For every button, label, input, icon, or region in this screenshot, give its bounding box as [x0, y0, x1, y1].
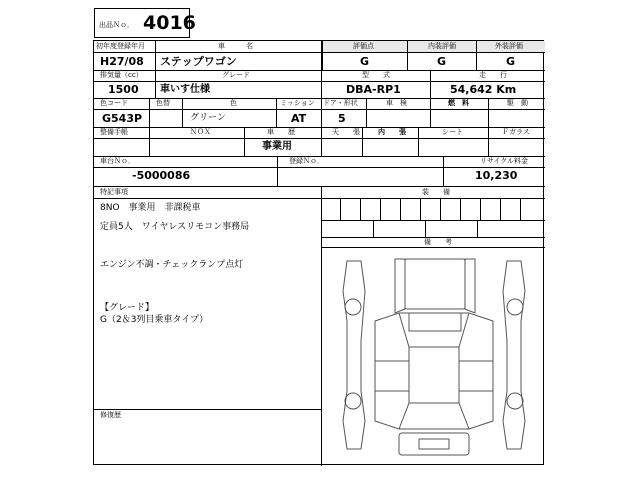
col-2a	[155, 70, 156, 98]
col-3a	[149, 98, 150, 127]
col-3e	[366, 98, 367, 127]
color-change-label: 色替	[156, 99, 170, 107]
diagram-rear-bumper	[399, 433, 469, 455]
col-3b	[182, 98, 183, 127]
diagram-body	[375, 313, 493, 429]
model-value: DBA-RP1	[346, 83, 401, 96]
diagram-left-front-wheel	[345, 299, 361, 315]
rule-3	[94, 81, 545, 82]
diagram-rear-plate	[419, 439, 449, 449]
col-3g	[488, 98, 489, 127]
diagram-front-hood	[395, 259, 405, 313]
rule-2	[94, 70, 545, 71]
col-2c	[430, 70, 431, 98]
col-4c	[321, 127, 322, 156]
diagram-front-roof	[405, 259, 465, 309]
inspection-label: 車 検	[386, 99, 407, 107]
eq-col-3	[380, 198, 381, 220]
col-2b	[321, 70, 322, 98]
eq-col-4	[400, 198, 401, 220]
drive-label: 駆 動	[507, 99, 528, 107]
rule-7	[94, 138, 545, 139]
registration-value: H27/08	[100, 55, 144, 68]
col-5a	[277, 156, 278, 186]
rule-11	[94, 198, 545, 199]
rule-12	[94, 409, 321, 410]
eq-col-1	[340, 198, 341, 220]
mileage-value: 54,642 Km	[450, 83, 517, 96]
recycle-label: リサイクル料金	[480, 157, 529, 165]
col-4b	[244, 127, 245, 156]
eq-col-5	[420, 198, 421, 220]
eq-col-2	[360, 198, 361, 220]
diagram-right-side	[503, 261, 525, 449]
col-4e	[418, 127, 419, 156]
color-value: グリーン	[190, 113, 226, 123]
grade-label: グレード	[222, 71, 250, 79]
equipment-label: 装 備	[422, 188, 450, 196]
exterior-value: G	[506, 55, 516, 68]
eq-col-6	[440, 198, 441, 220]
rule-6	[94, 127, 545, 128]
note-line-4: 【グレード】	[100, 303, 155, 313]
diagram-left-side	[343, 261, 365, 449]
interior-value: G	[437, 55, 447, 68]
history-label: 車 歴	[267, 128, 295, 136]
col-3c	[276, 98, 277, 127]
col-1b	[321, 41, 323, 70]
interior-label: 内装評価	[428, 42, 456, 50]
eq-sub-2	[425, 220, 426, 237]
diagram-front-grille	[409, 313, 461, 331]
recycle-value: 10,230	[475, 169, 518, 182]
col-1d	[476, 41, 477, 70]
seat-label: シート	[442, 128, 463, 136]
diagram-front-hood-right	[465, 259, 475, 313]
rule-5	[94, 109, 545, 110]
note-line-3: エンジン不調・チェックランプ点灯	[100, 260, 244, 270]
history-value: 事業用	[262, 141, 292, 152]
eq-sub-3	[477, 220, 478, 237]
diagram-right-rear-wheel	[507, 393, 523, 409]
rule-1	[94, 52, 545, 53]
reg-no-label: 登録Ｎｏ．	[289, 157, 324, 165]
chassis-value: -5000086	[132, 169, 191, 182]
grade-value: 車いす仕様	[160, 84, 210, 95]
col-1c	[407, 41, 408, 70]
interior-trim-label: 内 張	[378, 128, 406, 136]
auction-sheet	[93, 12, 544, 465]
car-name-label: 車 名	[218, 42, 253, 50]
displacement-label: 排気量（cc）	[100, 71, 143, 79]
color-code-value: G543P	[102, 112, 143, 125]
exterior-label: 外装評価	[495, 42, 523, 50]
fuel-label: 燃 料	[448, 99, 469, 107]
doors-value: 5	[338, 112, 346, 125]
col-4f	[488, 127, 489, 156]
note-line-1: 8NO 事業用 非課税車	[100, 203, 201, 213]
rule-10	[94, 186, 545, 187]
col-main	[321, 186, 322, 466]
lot-number-label: 出品Ｎｏ．	[99, 21, 134, 29]
rule-13	[321, 220, 545, 221]
registration-label: 初年度登録年月	[96, 42, 145, 50]
lot-number-box	[94, 8, 196, 38]
special-notes-label: 特記事項	[100, 188, 128, 196]
repair-history-label: 修復歴	[100, 411, 121, 419]
chassis-label: 車台Ｎｏ．	[100, 157, 135, 165]
rule-15	[321, 247, 545, 248]
eq-col-7	[460, 198, 461, 220]
col-3f	[430, 98, 431, 127]
col-4a	[149, 127, 150, 156]
note-line-5: G（2＆3列目乗車タイプ）	[100, 315, 209, 325]
rule-9	[94, 167, 545, 168]
score-value: G	[360, 55, 370, 68]
remarks-label: 備 考	[424, 238, 452, 246]
color-label: 色	[230, 99, 237, 107]
car-damage-diagram	[339, 251, 529, 461]
sunroof-label: 天 張	[332, 128, 360, 136]
eq-col-8	[480, 198, 481, 220]
transmission-value: AT	[291, 112, 307, 125]
car-name-value: ステップワゴン	[160, 55, 237, 68]
diagram-roof	[409, 347, 459, 403]
nox-label: ＮＯＸ	[190, 128, 211, 136]
color-code-label: 色コード	[100, 99, 128, 107]
diagram-right-front-wheel	[507, 299, 523, 315]
col-1a	[155, 41, 156, 70]
displacement-value: 1500	[108, 83, 139, 96]
lot-number: 4016	[143, 12, 196, 34]
col-3d	[321, 98, 322, 127]
eq-sub-1	[373, 220, 374, 237]
mileage-label: 走 行	[479, 71, 507, 79]
col-4d	[362, 127, 363, 156]
manual-label: 整備手帳	[100, 128, 128, 136]
eq-col-10	[520, 198, 521, 220]
diagram-left-rear-wheel	[345, 393, 361, 409]
note-line-2: 定員5人 ワイヤレスリモコン事務局	[100, 222, 250, 232]
eq-col-9	[500, 198, 501, 220]
glass-label: Ｆガラス	[502, 128, 530, 136]
diagram-rear-glass	[399, 403, 469, 429]
score-label: 評価点	[353, 42, 374, 50]
model-label: 型 式	[362, 71, 390, 79]
transmission-label: ミッション	[280, 99, 315, 107]
col-5b	[443, 156, 444, 186]
doors-label: ドア・形状	[323, 99, 358, 107]
